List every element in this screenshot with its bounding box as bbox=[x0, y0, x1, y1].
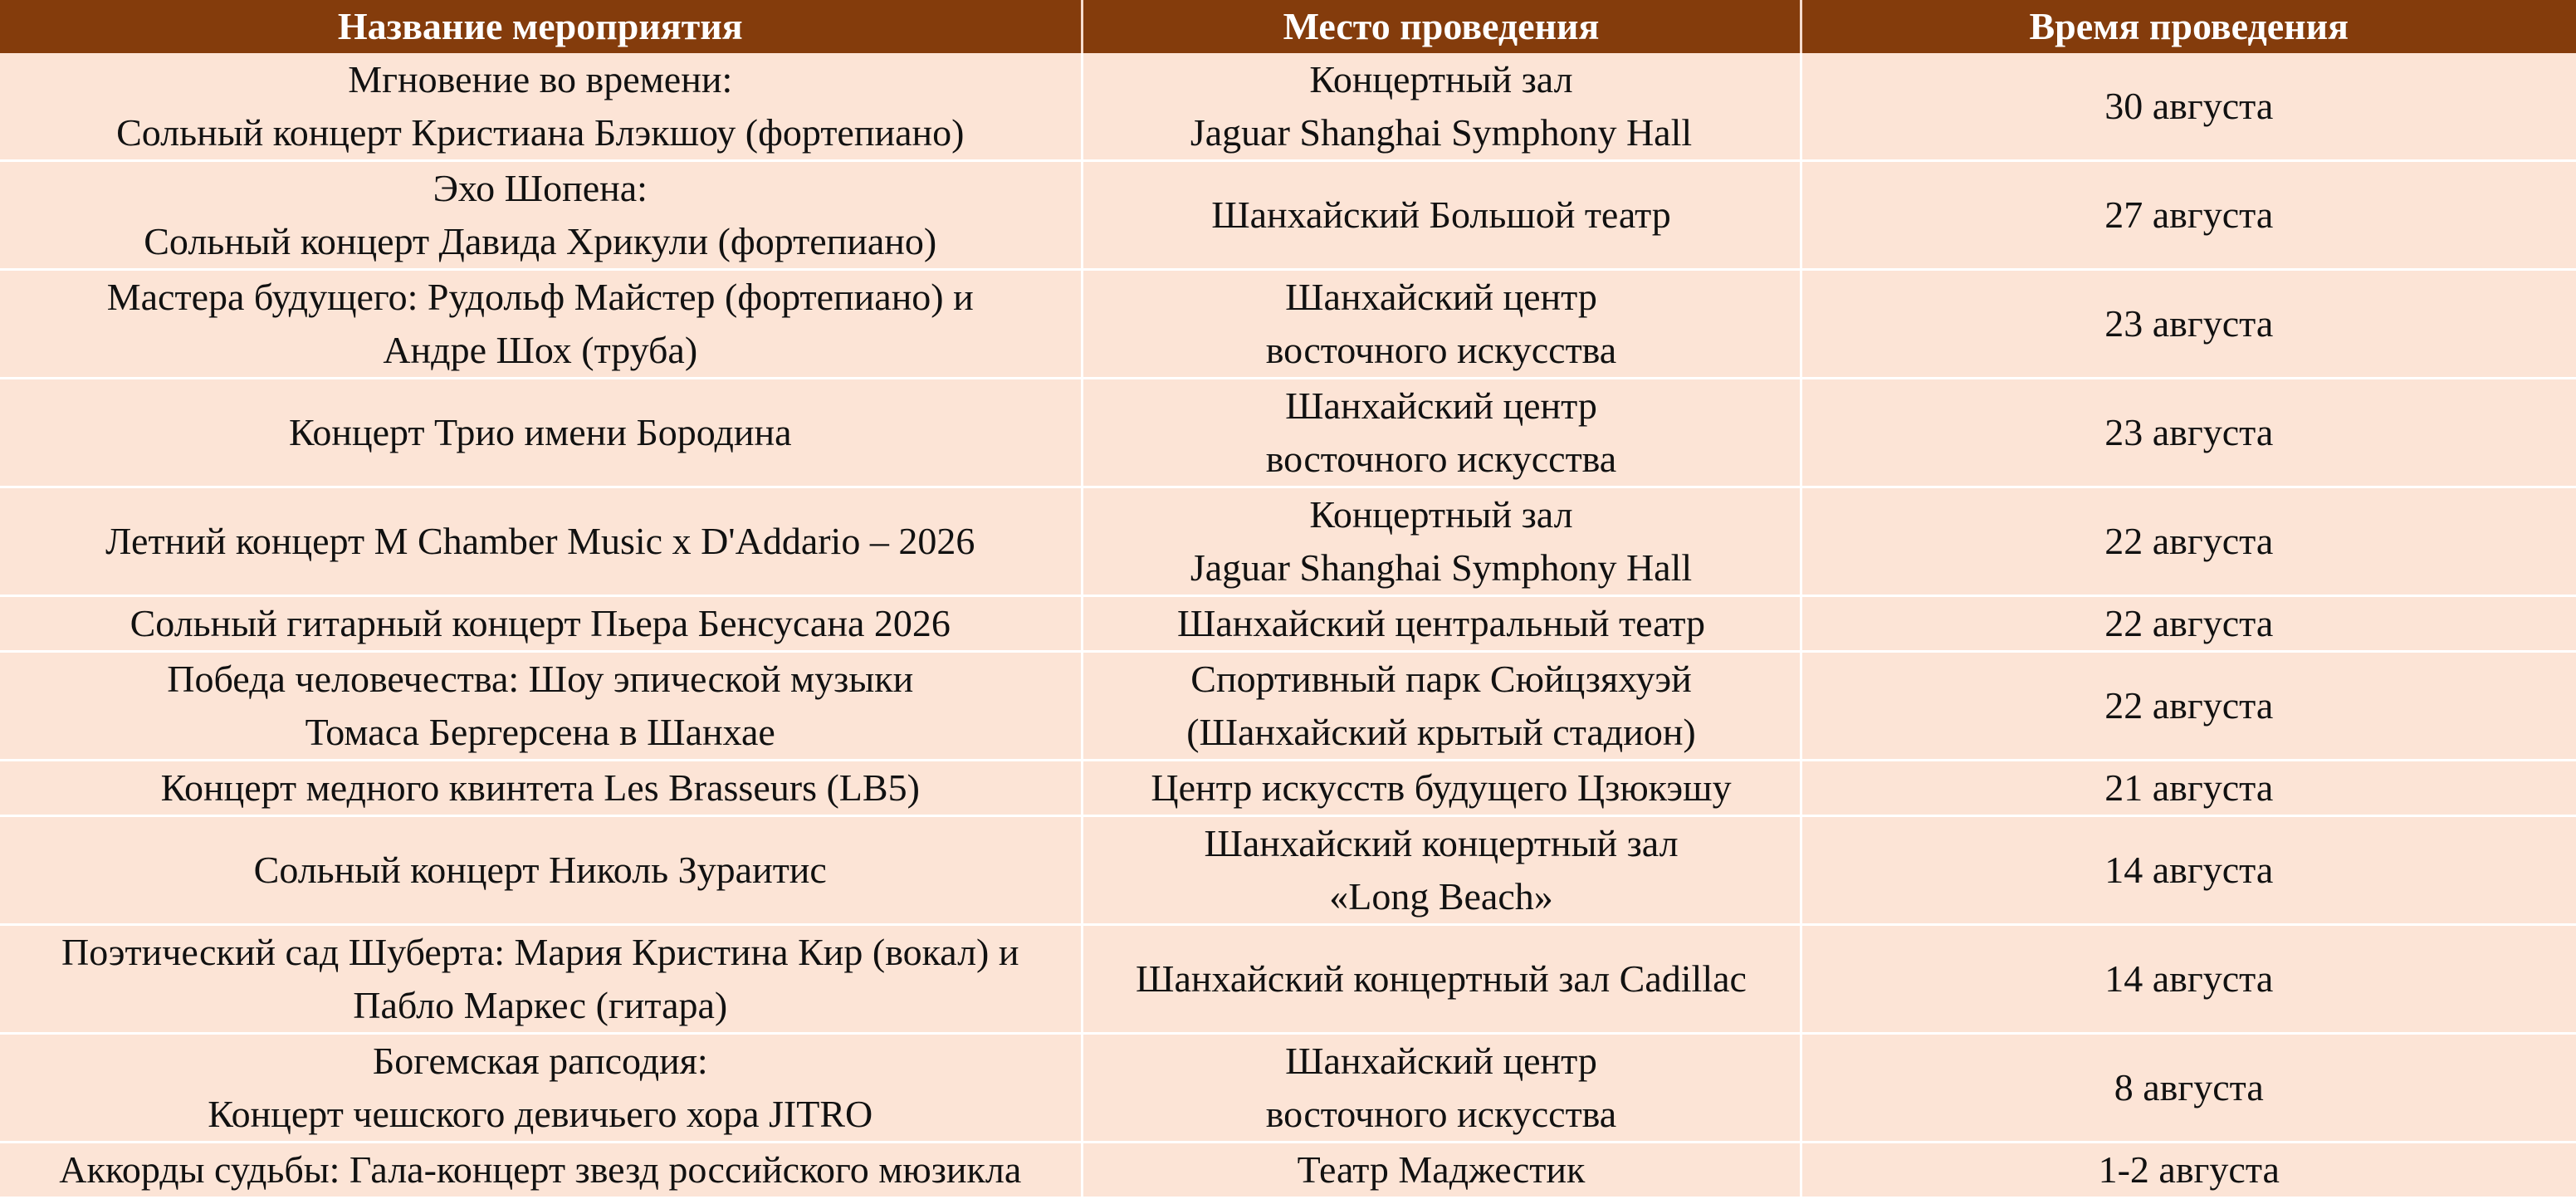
event-name-cell bbox=[0, 1143, 1082, 1198]
event-time-cell: 21 августа bbox=[1801, 761, 2576, 816]
event-name-cell bbox=[0, 487, 1082, 596]
event-place-line: (Шанхайский крытый стадион) bbox=[1186, 711, 1696, 753]
event-place-cell bbox=[1082, 596, 1801, 652]
event-place-line: Шанхайский центр bbox=[1285, 1040, 1597, 1082]
event-name-line: Мгновение во времени: bbox=[348, 58, 733, 100]
event-time-cell: 22 августа bbox=[1801, 652, 2576, 761]
event-name-cell bbox=[0, 925, 1082, 1034]
event-place-cell bbox=[1082, 53, 1801, 161]
event-name-line: Сольный гитарный концерт Пьера Бенсусана 2026 bbox=[130, 602, 951, 644]
table-row bbox=[0, 270, 2576, 379]
table-row bbox=[0, 652, 2576, 761]
event-place-line: Шанхайский концертный зал bbox=[1204, 822, 1679, 864]
event-time-cell: 14 августа bbox=[1801, 925, 2576, 1034]
event-place-line: Jaguar Shanghai Symphony Hall bbox=[1190, 546, 1693, 589]
event-place-line: Концертный зал bbox=[1309, 493, 1573, 536]
event-place-cell bbox=[1082, 161, 1801, 270]
event-place-line: Концертный зал bbox=[1309, 58, 1573, 100]
event-place-line: Спортивный парк Сюйцзяхуэй bbox=[1190, 658, 1692, 700]
event-place-line: восточного искусства bbox=[1265, 329, 1617, 371]
event-place-line: Шанхайский центр bbox=[1285, 276, 1597, 318]
event-name-line: Сольный концерт Давида Хрикули (фортепиано) bbox=[144, 220, 937, 262]
header-place: Место проведения bbox=[1082, 0, 1801, 53]
event-time-cell: 8 августа bbox=[1801, 1034, 2576, 1143]
event-name-cell bbox=[0, 161, 1082, 270]
event-name-cell bbox=[0, 270, 1082, 379]
event-place-line: «Long Beach» bbox=[1329, 875, 1553, 918]
table-row bbox=[0, 487, 2576, 596]
header-row bbox=[0, 0, 2576, 53]
table-row bbox=[0, 1143, 2576, 1198]
table-row bbox=[0, 1034, 2576, 1143]
event-name-line: Сольный концерт Николь Зураитис bbox=[253, 849, 827, 891]
event-time-cell: 1-2 августа bbox=[1801, 1143, 2576, 1198]
event-name-cell bbox=[0, 816, 1082, 925]
event-name-line: Андре Шох (труба) bbox=[383, 329, 698, 371]
event-name-line: Концерт чешского девичьего хора JITRO bbox=[208, 1093, 873, 1135]
event-name-cell bbox=[0, 1034, 1082, 1143]
event-place-cell bbox=[1082, 270, 1801, 379]
event-name-line: Сольный концерт Кристиана Блэкшоу (фортепиано) bbox=[116, 111, 965, 154]
event-place-cell bbox=[1082, 652, 1801, 761]
event-place-cell bbox=[1082, 925, 1801, 1034]
event-name-cell bbox=[0, 652, 1082, 761]
event-place-line: Шанхайский концертный зал Cadillac bbox=[1136, 957, 1747, 1000]
event-place-cell bbox=[1082, 1143, 1801, 1198]
table-row bbox=[0, 596, 2576, 652]
event-place-line: восточного искусства bbox=[1265, 1093, 1617, 1135]
table-row bbox=[0, 816, 2576, 925]
event-time-cell: 30 августа bbox=[1801, 53, 2576, 161]
event-time-cell: 22 августа bbox=[1801, 487, 2576, 596]
event-name-line: Летний концерт M Chamber Music x D'Addario – 2026 bbox=[105, 520, 975, 562]
event-name-line: Мастера будущего: Рудольф Майстер (фортепиано) и bbox=[106, 276, 974, 318]
event-name-line: Концерт медного квинтета Les Brasseurs (LB5) bbox=[160, 766, 920, 809]
table-header bbox=[0, 0, 2576, 53]
event-place-cell bbox=[1082, 761, 1801, 816]
table-row bbox=[0, 161, 2576, 270]
event-place-line: Центр искусств будущего Цзюкэшу bbox=[1151, 766, 1732, 809]
event-place-line: Театр Маджестик bbox=[1297, 1148, 1586, 1191]
event-name-line: Эхо Шопена: bbox=[433, 167, 648, 209]
event-name-cell bbox=[0, 53, 1082, 161]
event-name-line: Богемская рапсодия: bbox=[372, 1040, 708, 1082]
event-time-cell: 22 августа bbox=[1801, 596, 2576, 652]
event-place-line: Шанхайский Большой театр bbox=[1211, 193, 1671, 236]
event-place-line: Jaguar Shanghai Symphony Hall bbox=[1190, 111, 1693, 154]
event-place-cell bbox=[1082, 816, 1801, 925]
event-time-cell: 14 августа bbox=[1801, 816, 2576, 925]
header-name: Название мероприятия bbox=[0, 0, 1082, 53]
event-name-line: Томаса Бергерсена в Шанхае bbox=[305, 711, 775, 753]
event-time-cell: 23 августа bbox=[1801, 270, 2576, 379]
event-time-cell: 27 августа bbox=[1801, 161, 2576, 270]
table-row bbox=[0, 53, 2576, 161]
event-name-cell bbox=[0, 379, 1082, 487]
header-time: Время проведения bbox=[1801, 0, 2576, 53]
event-place-line: Шанхайский центр bbox=[1285, 384, 1597, 427]
event-place-cell bbox=[1082, 379, 1801, 487]
event-time-cell: 23 августа bbox=[1801, 379, 2576, 487]
event-name-cell bbox=[0, 761, 1082, 816]
event-name-line: Поэтический сад Шуберта: Мария Кристина Кир (вокал) и bbox=[61, 931, 1019, 973]
event-name-line: Концерт Трио имени Бородина bbox=[288, 411, 792, 453]
event-place-line: восточного искусства bbox=[1265, 438, 1617, 480]
table-row bbox=[0, 761, 2576, 816]
event-name-line: Пабло Маркес (гитара) bbox=[353, 984, 728, 1026]
event-name-line: Аккорды судьбы: Гала-концерт звезд российского мюзикла bbox=[59, 1148, 1022, 1191]
event-name-cell bbox=[0, 596, 1082, 652]
event-name-line: Победа человечества: Шоу эпической музыки bbox=[167, 658, 914, 700]
table-body bbox=[0, 53, 2576, 1198]
table-row bbox=[0, 925, 2576, 1034]
event-place-line: Шанхайский центральный театр bbox=[1176, 602, 1706, 644]
event-place-cell bbox=[1082, 1034, 1801, 1143]
event-place-cell bbox=[1082, 487, 1801, 596]
table-row bbox=[0, 379, 2576, 487]
